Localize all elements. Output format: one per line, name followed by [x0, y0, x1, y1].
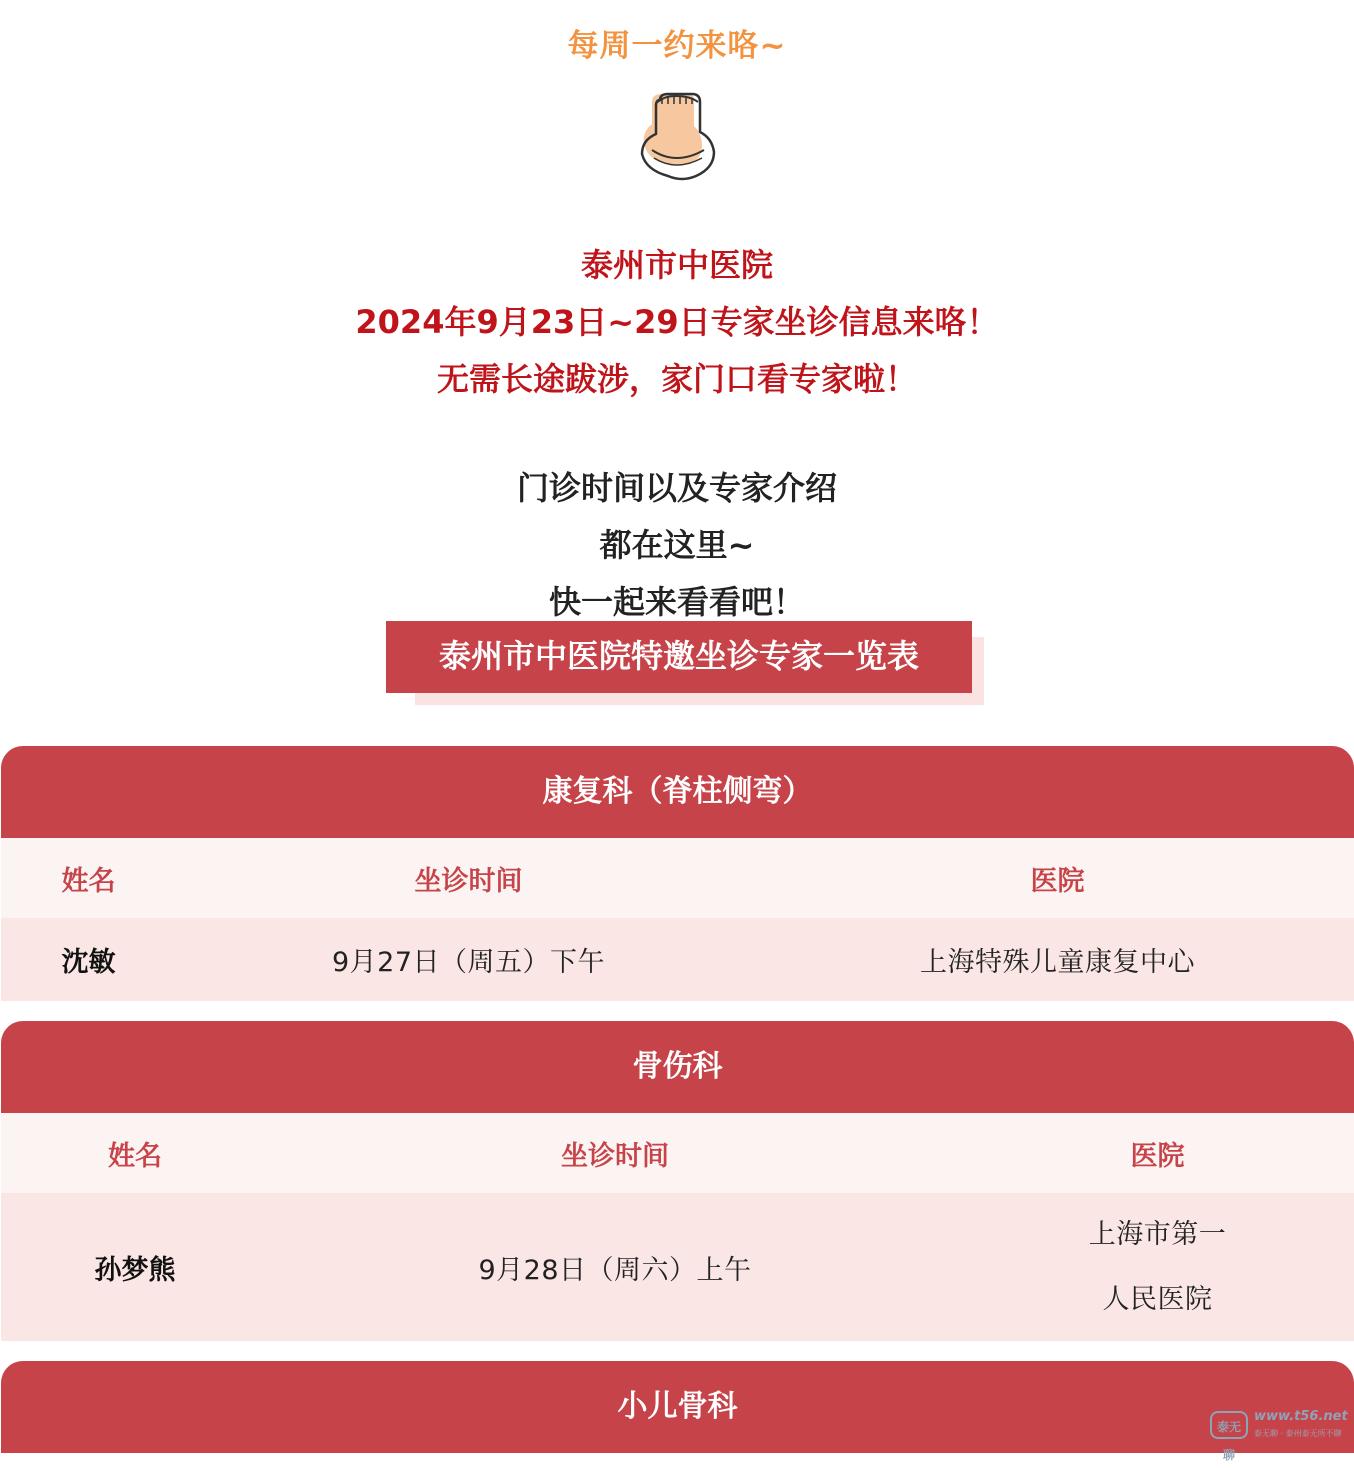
watermark-url: www.t56.net	[1254, 1409, 1348, 1424]
greeting-text: 每周一约来咯~	[567, 28, 787, 64]
expert-name: 孙梦熊	[94, 1254, 176, 1286]
expert-hospital-line-2: 人民医院	[1102, 1284, 1213, 1315]
expert-hospital: 上海特殊儿童康复中心	[920, 947, 1195, 978]
table-row	[1, 1193, 1354, 1341]
department-section	[1, 746, 1354, 1001]
table-header-row	[1, 838, 1354, 918]
column-header-time: 坐诊时间	[414, 865, 523, 897]
hospital-title: 泰州市中医院	[580, 246, 773, 284]
clinic-time: 9月28日（周六）上午	[478, 1254, 752, 1286]
site-watermark	[1210, 1408, 1350, 1462]
department-title: 康复科（脊柱侧弯）	[1, 746, 1354, 838]
tagline: 无需长途跋涉，家门口看专家啦！	[436, 360, 917, 398]
column-header-name: 姓名	[61, 865, 116, 897]
clinic-time: 9月27日（周五）下午	[331, 947, 606, 978]
department-title: 小儿骨科	[1, 1361, 1354, 1453]
department-title: 骨伤科	[1, 1021, 1354, 1113]
expert-name: 沈敏	[61, 947, 116, 978]
department-section	[1, 1021, 1354, 1341]
department-section	[1, 1361, 1354, 1453]
table-row	[1, 918, 1354, 1001]
chat-bubble-logo-icon: 泰无聊	[1210, 1411, 1248, 1439]
intro-line-3: 快一起来看看吧！	[548, 583, 805, 621]
intro-line-2: 都在这里~	[599, 526, 755, 564]
column-header-name: 姓名	[108, 1140, 162, 1172]
expert-hospital	[961, 1193, 1354, 1341]
expert-list-banner: 泰州市中医院特邀坐诊专家一览表	[386, 621, 972, 693]
column-header-time: 坐诊时间	[561, 1140, 669, 1172]
expert-hospital-line-1: 上海市第一	[1088, 1219, 1227, 1250]
watermark-slogan: 泰无聊 · 泰州泰无所不聊	[1254, 1429, 1342, 1438]
doll-head-mascot-icon	[630, 92, 722, 186]
column-header-hospital: 医院	[1030, 865, 1085, 897]
table-header-row	[1, 1113, 1354, 1193]
intro-line-1: 门诊时间以及专家介绍	[516, 469, 837, 507]
date-line: 2024年9月23日~29日专家坐诊信息来咯！	[355, 303, 999, 341]
column-header-hospital: 医院	[1130, 1140, 1185, 1172]
